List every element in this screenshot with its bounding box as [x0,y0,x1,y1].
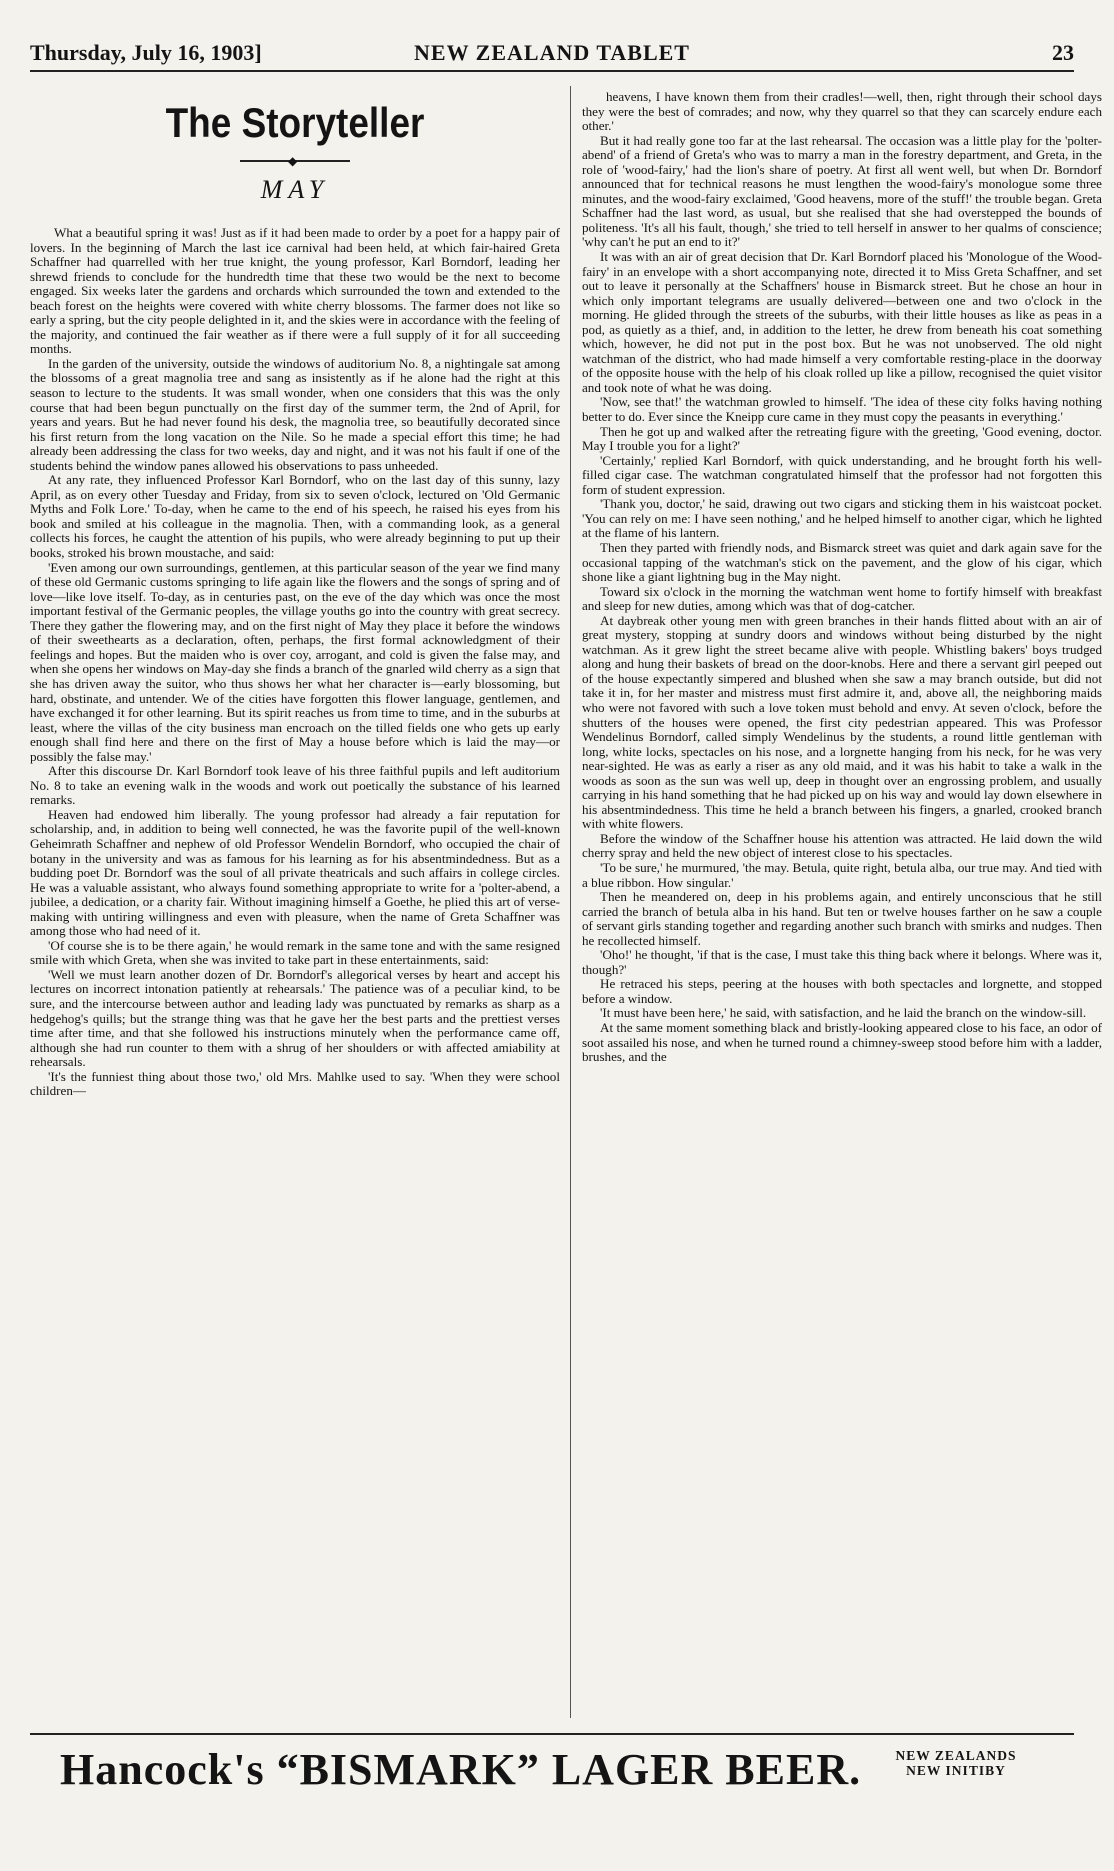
column-divider [570,86,571,1718]
article-paragraph: At any rate, they influenced Professor Karl Borndorf, who on the last day of this sunny, lazy April, as on every other Tuesday and Friday, from six to seven o'clock, lectured on 'Old Germanic Myths and Folk Lore.' To-day, when he came to the end of his speech, he raised his eyes from his book and smiled at his colleague in the magnolia. Then, with a commanding look, as a general collects his forces, he caught the attention of his pupils, who were already beginning to put up their books, stroked his brown moustache, and said: [30,472,560,561]
article-paragraph: What a beautiful spring it was! Just as if it had been made to order by a poet for a happy pair of lovers. In the beginning of March the last ice carnival had been held, at which fair-haired Greta Schaffner had quarrelled with her true knight, the young professor, Karl Borndorf, leading her shrewd friends to conclude for the hundredth time that these two would be the next to become engaged. Six weeks later the gardens and orchards which surrounded the town and extended to the beach forest on the heights were covered with white cherry blossoms. The farmer does not like so early a spring, but the city people delighted in it, and the skies were in accordance with the feeling of the majority, and continued the fair weather as if there were a full supply of it for all succeeding months. [30,225,560,357]
article-paragraph: 'Oho!' he thought, 'if that is the case, I must take this thing back where it belongs. Where was it, though?' [582,947,1102,977]
article-paragraph: Then he got up and walked after the retreating figure with the greeting, 'Good evening, doctor. May I trouble you for a light?' [582,423,1102,454]
article-paragraph: 'Even among our own surroundings, gentlemen, at this particular season of the year we find many of these old Germanic customs springing to life again like the flowers and the songs of spring and of love—like love itself. To-day, as in centuries past, on the eve of the day which was once the most important festival of the Germanic peoples, the village youths go into the country with great secrecy. There they gather the flowering may, and on the first night of May they place it before the windows of their sweethearts as a declaration, often, perhaps, the first formal acknowledgment of their feelings and hopes. But the maiden who is over coy, arrogant, and cold is given the false may, and when she opens her windows on May-day she finds a branch of the gnarled wild cherry as a sign that she has driven away the suitor, who thus shows her what her character is—early blossoming, but hard, obstinate, and untender. We of the cities have forgotten this flower language, gentlemen, and have exchanged it for other learning. But its spirit reaches us from time to time, and in the suburbs at least, where the villas of the city business man encroach on the tilled fields one who gets up early enough shall find here and there on the first of May a house before which is laid the may—or possibly the false may.' [30,559,560,764]
footer-rule [30,1733,1074,1735]
article-paragraph: It was with an air of great decision that Dr. Karl Borndorf placed his 'Monologue of the Wood-fairy' in an envelope with a short accompanying note, directed it to Miss Greta Schaffner, and set out to leave it personally at the Schaffners' house in Bismarck street. But he chose an hour in which only important telegrams are usually delivered—between one and two o'clock in the morning. He glided through the streets of the suburbs, with their little houses as like as peas in a pod, as quietly as a thief, and, in addition to the letter, he drew from beneath his coat something which, however, he did not put in the post box. But he was not unobserved. The old night watchman of the district, who had made himself a very comfortable resting-place in the doorway of the opposite house with the help of his cloak rolled up like a pillow, recognised the quiet visitor and took note of what he was doing. [582,249,1102,395]
article-subtitle: MAY [260,175,330,204]
page-header [30,40,1074,72]
footer-side-line-1: NEW ZEALANDS [895,1748,1017,1763]
article-paragraph: Toward six o'clock in the morning the watchman went home to fortify himself with breakfast and sleep for new duties, among which was that of dog-catcher. [582,583,1102,614]
diamond-ornament-icon: ◆ [288,154,298,168]
advertisement-banner: Hancock's “BISMARK” LAGER BEER. [60,1745,862,1794]
footer-side-line-2: NEW INITIBY [906,1763,1006,1778]
article-paragraph: Heaven had endowed him liberally. The young professor had already a fair reputation for scholarship, and, in addition to being well connected, he was the favorite pupil of the well-known Geheimrath Schaffner and nephew of old Professor Wendelin Borndorf, who occupied the chair of botany in the university and was as famous for his learning as for his absentmindedness. But as a budding poet Dr. Borndorf was the soul of all private theatricals and such affairs in college circles. He was a valuable assistant, who always found something appropriate to write for a 'polter-abend, a jubilee, a dedication, or a charity fair. Without imagining himself a Goethe, he plied this art of verse-making with untiring willingness and even with pleasure, when the name of Greta Schaffner was among those who had need of it. [30,806,560,939]
article-paragraph: Before the window of the Schaffner house his attention was attracted. He laid down the wild cherry spray and held the new object of interest close to his spectacles. [582,830,1102,861]
article-title: The Storyteller [165,99,425,146]
article-left-column [30,90,560,1715]
article-paragraph: 'Now, see that!' the watchman growled to himself. 'The idea of these city folks having nothing better to do. Ever since the Kneipp cure came in they must copy the peasants in everything.' [582,394,1102,425]
footer-side-text [876,1748,1036,1778]
article-paragraph: 'Of course she is to be there again,' he would remark in the same tone and with the same resigned smile with which Greta, when she was invited to take part in these entertainments, said: [30,937,560,968]
article-paragraph: heavens, I have known them from their cradles!—well, then, right through their school days they were the best of comrades; and now, why they quarrel so that they can scarcely endure each other.' [582,90,1102,134]
article-paragraph: In the garden of the university, outside the windows of auditorium No. 8, a nightingale sat among the blossoms of a great magnolia tree and sang as insistently as if he alone had the right at this season to lecture to the students. It was small wonder, when one considers that this was the only course that had been begun punctually on the first day of the summer term, the 2nd of April, for years and years. But he had never found his desk, the magnolia tree, so beautifully decorated since his first return from the long vacation on the Nile. So he made a special effort this time; he had already been addressing the class for two weeks, day and night, and it was not his fault if one of the students behind the window panes allowed his observations to pass unheeded. [30,355,560,473]
issue-date: Thursday, July 16, 1903] [30,40,262,65]
article-paragraph: Then he meandered on, deep in his problems again, and entirely unconscious that he still carried the branch of betula alba in his hand. But ten or twelve houses farther on he saw a couple of servant girls standing together and regarding another such branch with smirks and nudges. Then he recollected himself. [582,889,1102,948]
article-paragraph: 'Thank you, doctor,' he said, drawing out two cigars and sticking them in his waistcoat pocket. 'You can rely on me: I have seen nothing,' and he helped himself to another cigar, which he lighted at the flame of his lantern. [582,496,1102,541]
article-right-column [582,90,1102,1715]
title-ornament [30,154,560,168]
page-number: 23 [1052,40,1074,65]
article-paragraph: 'Certainly,' replied Karl Borndorf, with quick understanding, and he brought forth his well-filled cigar case. The watchman congratulated himself that the professor had not forgotten this form of student expression. [582,452,1102,497]
article-paragraph: At daybreak other young men with green branches in their hands flitted about with an air of great mystery, stopping at sundry doors and windows without being disturbed by the night watchman. As it grew light the street became alive with people. Whistling bakers' boys trudged along and hung their baskets of bread on the door-knobs. Here and there a servant girl peeped out of the house expectantly simpered and blushed when she saw a may branch outside, but did not take it in, for her master and mistress must first admire it, and, above all, the neighboring maids who were not favored with such a love token must behold and envy. At seven o'clock, before the shutters of the houses were opened, the first city pedestrian appeared. This was Professor Wendelinus Borndorf, called simply Wendelinus by the students, a round little gentleman with long, white locks, spectacles on his nose, and a lorgnette hanging from his neck, for he was very near-sighted. He was as early a riser as any old maid, and it was his habit to take a walk in the woods as soon as the sun was well up, deep in thought over an engrossing problem, and usually carrying in his hand something that he had picked up on his way and would lay down elsewhere in his absentmindedness. This time he held a branch between his fingers, a gnarled, crooked branch with white flowers. [582,612,1102,832]
article-paragraph: 'It's the funniest thing about those two,' old Mrs. Mahlke used to say. 'When they were school children— [30,1068,560,1099]
publication-name: NEW ZEALAND TABLET [414,40,690,65]
article-paragraph: 'Well we must learn another dozen of Dr. Borndorf's allegorical verses by heart and accept his lectures on incorrect intonation patiently at rehearsals.' The patience was of a peculiar kind, to be sure, and the intercourse between author and leading lady was punctuated by remarks as sharp as a hedgehog's quills; but the strange thing was that he gave her the best parts and the prettiest verses time after time, and that she followed his instructions minutely when the performance came off, although she had run counter to them with a shrug of her shoulders or with affected amiability at rehearsals. [30,966,560,1070]
article-paragraph: After this discourse Dr. Karl Borndorf took leave of his three faithful pupils and left auditorium No. 8 to take an evening walk in the woods and work out poetically the substance of his learned remarks. [30,763,560,808]
article-paragraph: But it had really gone too far at the last rehearsal. The occasion was a little play for the 'polter-abend' of a friend of Greta's who was to marry a man in the forestry department, and Greta, in the role of 'wood-fairy,' had the lion's share of poetry. At first all went well, but when Dr. Borndorf announced that for technical reasons he must lengthen the wood-fairy's monologue some three minutes, and the wood-fairy exclaimed, 'Good heavens, more of the stuff!' the trouble began. Greta Schaffner had the last word, as usual, but she realised that she had overstepped the bounds of politeness. 'It's all his fault, though,' she tried to tell herself in answer to her qualms of conscience; 'why can't he put an end to it?' [582,132,1102,250]
article-paragraph: He retraced his steps, peering at the houses with both spectacles and lorgnette, and stopped before a window. [582,976,1102,1006]
article-paragraph: At the same moment something black and bristly-looking appeared close to his face, an odor of soot assailed his nose, and when he turned round a chimney-sweep stood before him with a ladder, brushes, and the [582,1020,1102,1065]
article-paragraph: 'It must have been here,' he said, with satisfaction, and he laid the branch on the window-sill. [600,1005,1087,1021]
article-paragraph: Then they parted with friendly nods, and Bismarck street was quiet and dark again save for the occasional tapping of the watchman's stick on the pavement, and the glow of his cigar, which shone like a giant lightning bug in the May night. [582,539,1102,585]
article-paragraph: 'To be sure,' he murmured, 'the may. Betula, quite right, betula alba, our true may. And tied with a blue ribbon. How singular.' [582,859,1102,890]
